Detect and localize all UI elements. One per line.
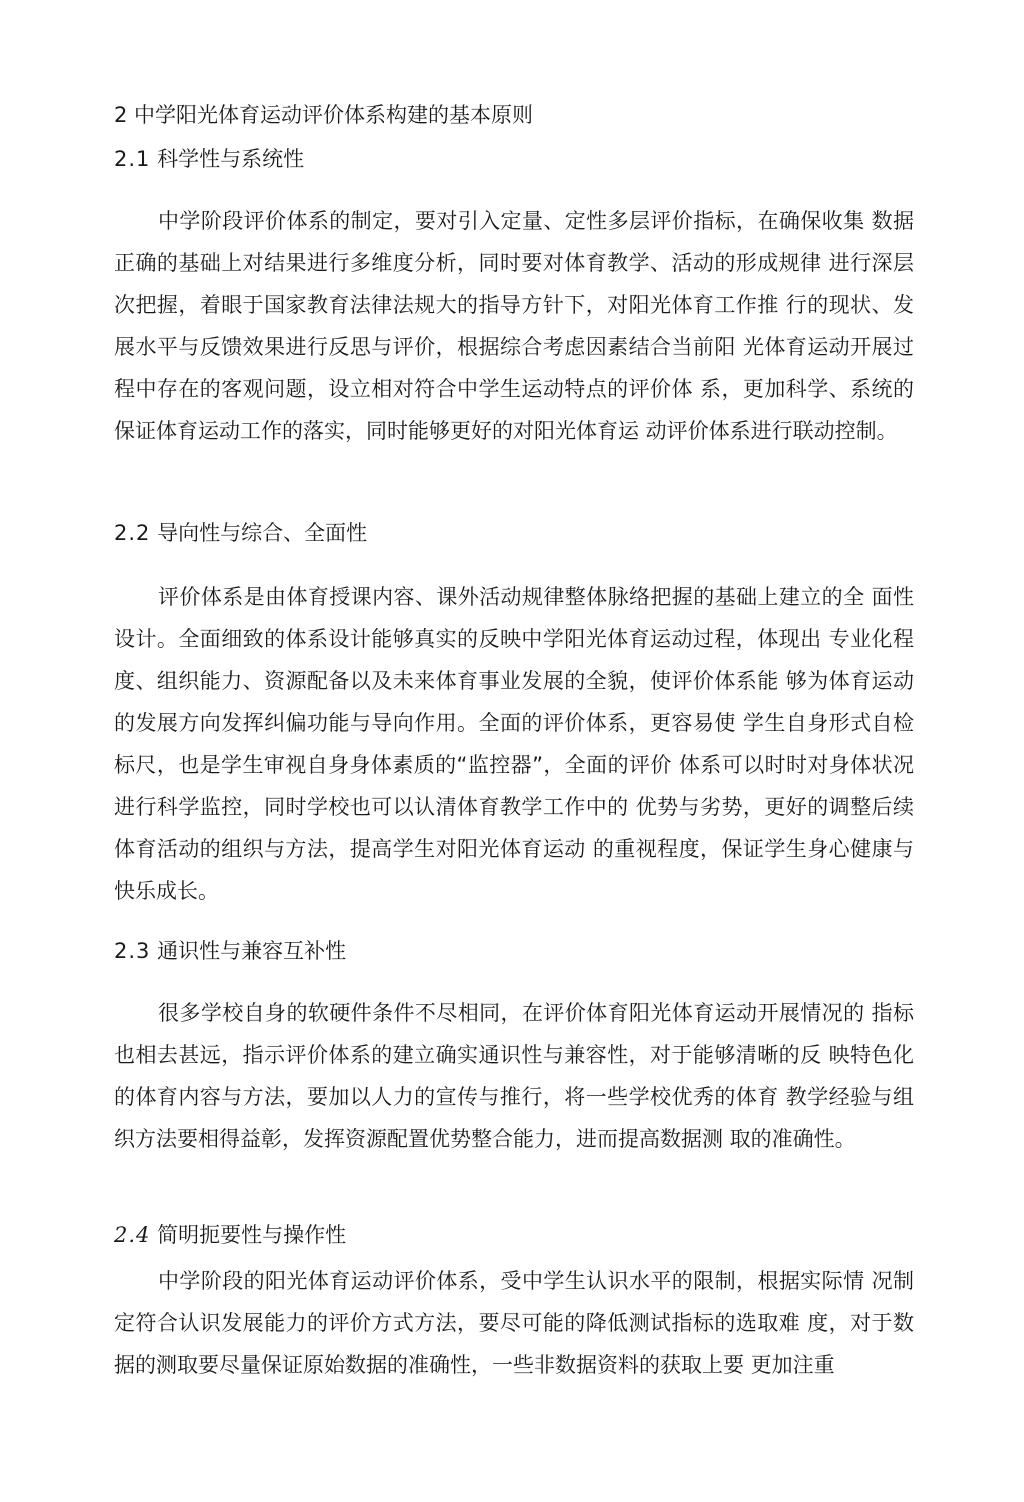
paragraph-2-3: 很多学校自身的软硬件条件不尽相同，在评价体育阳光体育运动开展情况的 指标也相去甚远，指示评价体系的建立确实通识性与兼容性，对于能够清晰的反 映特色化的体育内容与方法，要加以人力的宣传与推行，将一些学校优秀的体育 教学经验与组织方法要相得益彰，发挥资源配置优势整合能力，进而提高数据测 取的准确性。	[114, 1001, 914, 1151]
section-number: 2.2	[114, 521, 151, 545]
section-number: 2.1	[114, 147, 151, 171]
section-number: 2.4	[114, 1223, 151, 1247]
section-title: 通识性与兼容互补性	[157, 939, 347, 963]
section-heading-2-4	[114, 1220, 346, 1250]
section-heading-2-3	[114, 936, 346, 966]
section-title: 简明扼要性与操作性	[157, 1223, 347, 1247]
section-title: 科学性与系统性	[157, 147, 305, 171]
section-title: 导向性与综合、全面性	[157, 521, 368, 545]
section-heading-2-1	[114, 144, 304, 174]
paragraph-2-4: 中学阶段的阳光体育运动评价体系，受中学生认识水平的限制，根据实际情 况制定符合认识发展能力的评价方式方法，要尽可能的降低测试指标的选取难 度，对于数据的测取要尽量保证原始数据的准确性，一些非数据资料的获取上要 更加注重	[114, 1269, 914, 1377]
section-title: 2 中学阳光体育运动评价体系构建的基本原则	[114, 103, 534, 127]
section-heading-2	[114, 100, 533, 130]
section-heading-2-2	[114, 518, 367, 548]
paragraph-2-2: 评价体系是由体育授课内容、课外活动规律整体脉络把握的基础上建立的全 面性设计。全面细致的体系设计能够真实的反映中学阳光体育运动过程，体现出 专业化程度、组织能力、资源配备以及未来体育事业发展的全貌，使评价体系能 够为体育运动的发展方向发挥纠偏功能与导向作用。全面的评价体系，更容易使 学生自身形式自检标尺，也是学生审视自身身体素质的“监控器”，全面的评价 体系可以时时对身体状况进行科学监控，同时学校也可以认清体育教学工作中的 优势与劣势，更好的调整后续体育活动的组织与方法，提高学生对阳光体育运动 的重视程度，保证学生身心健康与快乐成长。	[114, 585, 915, 903]
paragraph-2-1: 中学阶段评价体系的制定，要对引入定量、定性多层评价指标，在确保收集 数据正确的基础上对结果进行多维度分析，同时要对体育教学、活动的形成规律 进行深层次把握，着眼于国家教育法律法规大的指导方针下，对阳光体育工作推 行的现状、发展水平与反馈效果进行反思与评价，根据综合考虑因素结合当前阳 光体育运动开展过程中存在的客观问题，设立相对符合中学生运动特点的评价体 系，更加科学、系统的保证体育运动工作的落实，同时能够更好的对阳光体育运 动评价体系进行联动控制。	[114, 209, 914, 443]
section-number: 2.3	[114, 939, 151, 963]
